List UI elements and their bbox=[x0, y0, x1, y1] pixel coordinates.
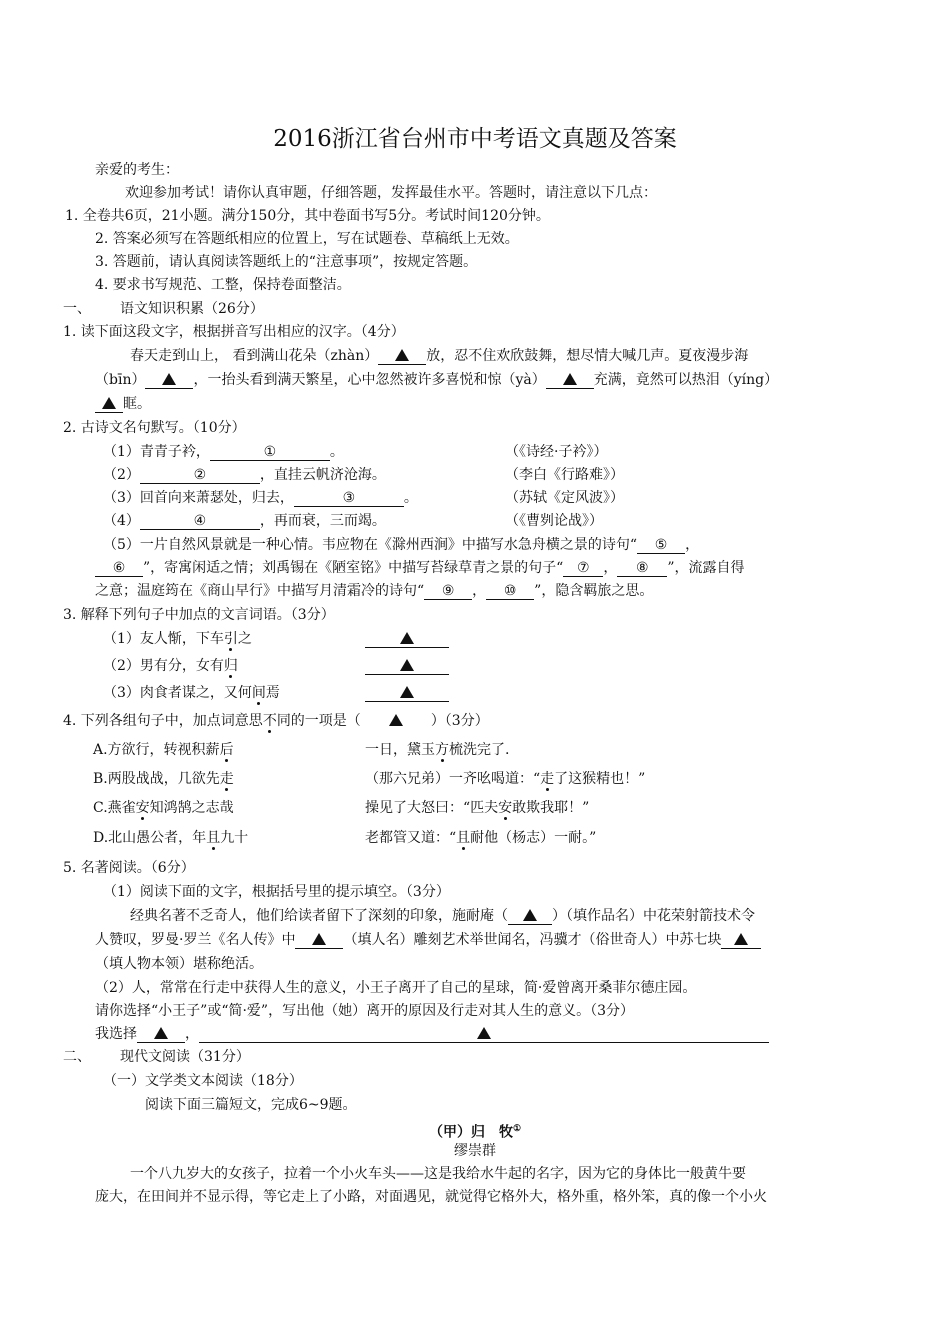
q3-blank-2[interactable] bbox=[365, 656, 449, 676]
triangle-icon bbox=[400, 659, 414, 671]
answer-blank[interactable] bbox=[365, 684, 449, 702]
note-2: 2. 答案必须写在答题纸相应的位置上，写在试题卷、草稿纸上无效。 bbox=[95, 231, 519, 247]
answer-blank[interactable] bbox=[721, 931, 761, 949]
q1-line-2: （bīn） ，一抬头看到满天繁星，心中忽然被许多喜悦和惊（yà） 充满，竟然可以热泪（yíng） bbox=[95, 372, 779, 388]
answer-blank[interactable]: ④ bbox=[140, 512, 260, 530]
q2-source-1: （《诗经·子衿》） bbox=[505, 444, 608, 460]
story-title: （甲）归 牧① bbox=[428, 1124, 522, 1141]
q4-option-d-right: 老都管又道：“且耐他（杨志）一耐。” bbox=[365, 830, 597, 846]
q5-sub-2: （2）人，常常在行走中获得人生的意义，小王子离开了自己的星球，简·爱曾离开桑菲尔德庄园。 bbox=[95, 980, 697, 996]
q4-option-d-left: D.北山愚公者，年且九十 bbox=[93, 830, 249, 846]
q4-option-c-right: 操见了大怒曰：“匹夫安敢欺我耶！” bbox=[365, 800, 590, 816]
dotted-word: 归 bbox=[223, 658, 238, 674]
answer-blank[interactable] bbox=[365, 657, 449, 675]
q2-item-5-line-2: ⑥ ”，寄寓闲适之情；刘禹锡在《陋室铭》中描写苔绿草青之景的句子“ ⑦ ， ⑧ ”，流露自得 bbox=[95, 558, 745, 578]
answer-blank[interactable]: ⑤ bbox=[637, 536, 685, 554]
q5-para-2: 人赞叹，罗曼·罗兰《名人传》中 （填人名）雕刻艺术举世闻名，冯骥才（俗世奇人）中苏七块 bbox=[95, 930, 761, 950]
answer-blank[interactable]: ⑦ bbox=[563, 559, 603, 577]
q4-option-b-left: B.两股战战，几欲先走 bbox=[93, 771, 234, 787]
q2-item-4: （4） ④ ，再而衰，三而竭。 bbox=[103, 513, 386, 529]
story-author: 缪崇群 bbox=[454, 1143, 496, 1159]
dotted-word: 方 bbox=[435, 742, 449, 758]
section-1-number: 一、 bbox=[63, 301, 91, 317]
q2-item-5-line-1: （5）一片自然风景就是一种心情。韦应物在《滁州西涧》中描写水急舟横之景的诗句“ ⑤ ， bbox=[103, 537, 700, 553]
section-1-heading: 语文知识积累（26分） bbox=[120, 301, 264, 317]
answer-blank[interactable]: ① bbox=[210, 443, 330, 461]
triangle-icon bbox=[395, 349, 409, 361]
answer-blank[interactable]: ⑧ bbox=[617, 559, 667, 577]
answer-blank[interactable] bbox=[546, 371, 594, 389]
answer-blank[interactable]: ② bbox=[140, 466, 260, 484]
dotted-word: 走 bbox=[219, 771, 234, 787]
q4-option-b-right: （那六兄弟）一齐吆喝道：“走了这猴精也！” bbox=[365, 771, 646, 787]
q5-para-1: 经典名著不乏奇人，他们给读者留下了深刻的印象，施耐庵（ ）（填作品名）中花荣射箭技术令 bbox=[130, 908, 755, 924]
answer-blank[interactable] bbox=[508, 907, 552, 925]
triangle-icon bbox=[400, 632, 414, 644]
q5-para-3: （填人物本领）堪称绝活。 bbox=[95, 956, 263, 972]
q3-item-1: （1）友人惭，下车引之 bbox=[103, 631, 252, 647]
story-para-line-1: 一个八九岁大的女孩子，拉着一个小火车头——这是我给水牛起的名字，因为它的身体比一般黄牛要 bbox=[130, 1166, 746, 1182]
note-3: 3. 答题前，请认真阅读答题纸上的“注意事项”，按规定答题。 bbox=[95, 254, 478, 270]
dotted-word: 后 bbox=[219, 742, 234, 758]
q2-source-4: （《曹刿论战》） bbox=[505, 513, 603, 529]
answer-line[interactable] bbox=[199, 1025, 769, 1043]
dotted-word: 不 bbox=[262, 713, 277, 729]
triangle-icon bbox=[563, 373, 577, 385]
q1-line-3: 眶。 bbox=[95, 394, 151, 414]
answer-blank[interactable] bbox=[295, 931, 343, 949]
triangle-icon bbox=[477, 1027, 491, 1039]
q2-item-5-line-3: 之意；温庭筠在《商山早行》中描写月清霜冷的诗句“ ⑨ ， ⑩ ”，隐含羁旅之思。 bbox=[95, 583, 654, 599]
q3-item-3: （3）肉食者谋之，又何间焉 bbox=[103, 685, 280, 701]
dotted-word: 走 bbox=[540, 771, 555, 787]
q1-stem: 1. 读下面这段文字，根据拼音写出相应的汉字。（4分） bbox=[63, 324, 405, 340]
footnote-mark: ① bbox=[512, 1124, 522, 1134]
q5-stem: 5. 名著阅读。（6分） bbox=[63, 860, 195, 876]
part-1-heading: （一）文学类文本阅读（18分） bbox=[103, 1073, 303, 1089]
triangle-icon bbox=[523, 909, 537, 921]
q3-item-2: （2）男有分，女有归 bbox=[103, 658, 238, 674]
answer-blank[interactable] bbox=[378, 347, 426, 365]
section-2-heading: 现代文阅读（31分） bbox=[120, 1049, 250, 1065]
answer-blank[interactable]: ⑨ bbox=[424, 582, 472, 600]
answer-blank[interactable]: ③ bbox=[294, 489, 404, 507]
q3-blank-3[interactable] bbox=[365, 683, 449, 703]
q4-stem: 4. 下列各组句子中，加点词意思不同的一项是（ ）（3分） bbox=[63, 713, 489, 729]
q4-option-c-left: C.燕雀安知鸿鹄之志哉 bbox=[93, 800, 234, 816]
answer-blank[interactable] bbox=[137, 1025, 185, 1043]
triangle-icon bbox=[162, 373, 176, 385]
q3-blank-1[interactable] bbox=[365, 629, 449, 649]
q5-para-5: 我选择 ， bbox=[95, 1024, 769, 1044]
page-title: 2016浙江省台州市中考语文真题及答案 bbox=[273, 126, 677, 152]
triangle-icon bbox=[734, 933, 748, 945]
q5-sub-1: （1）阅读下面的文字，根据括号里的提示填空。（3分） bbox=[103, 884, 450, 900]
q2-item-1: （1）青青子衿， ① 。 bbox=[103, 444, 344, 460]
answer-blank[interactable] bbox=[365, 630, 449, 648]
triangle-icon bbox=[312, 933, 326, 945]
triangle-icon bbox=[400, 686, 414, 698]
q5-para-4: 请你选择“小王子”或“简·爱”，写出他（她）离开的原因及行走对其人生的意义。（3分） bbox=[95, 1003, 634, 1019]
triangle-icon bbox=[389, 714, 403, 726]
welcome-text: 欢迎参加考试！请你认真审题，仔细答题，发挥最佳水平。答题时，请注意以下几点： bbox=[125, 185, 657, 201]
answer-slot[interactable] bbox=[361, 711, 431, 731]
triangle-icon bbox=[102, 397, 116, 409]
dotted-word: 间 bbox=[251, 685, 266, 701]
q2-stem: 2. 古诗文名句默写。（10分） bbox=[63, 420, 246, 436]
answer-blank[interactable]: ⑩ bbox=[486, 582, 534, 600]
dotted-word: 引 bbox=[223, 631, 238, 647]
note-4: 4. 要求书写规范、工整，保持卷面整洁。 bbox=[95, 277, 351, 293]
dotted-word: 且 bbox=[456, 830, 471, 846]
q2-source-3: （苏轼《定风波》） bbox=[505, 490, 624, 506]
triangle-icon bbox=[154, 1027, 168, 1039]
q3-stem: 3. 解释下列句子中加点的文言词语。（3分） bbox=[63, 607, 335, 623]
q4-option-a-left: A.方欲行，转视积薪后 bbox=[93, 742, 234, 758]
section-2-number: 二、 bbox=[63, 1049, 91, 1065]
dotted-word: 安 bbox=[135, 800, 150, 816]
greeting: 亲爱的考生： bbox=[95, 162, 179, 178]
q2-item-3: （3）回首向来萧瑟处，归去， ③ 。 bbox=[103, 490, 418, 506]
q4-option-a-right: 一日，黛玉方梳洗完了. bbox=[365, 742, 510, 758]
dotted-word: 且 bbox=[206, 830, 221, 846]
dotted-word: 安 bbox=[498, 800, 513, 816]
story-para-line-2: 庞大，在田间并不显示得，等它走上了小路，对面遇见，就觉得它格外大，格外重，格外笨，真的像一个小火 bbox=[95, 1189, 767, 1205]
q2-item-2: （2） ② ，直挂云帆济沧海。 bbox=[103, 467, 386, 483]
answer-blank[interactable]: ⑥ bbox=[95, 559, 143, 577]
q1-line-1: 春天走到山上， 看到满山花朵（zhàn） 放，忍不住欢欣鼓舞，想尽情大喊几声。夏夜漫步海 bbox=[130, 348, 749, 364]
note-1: 1. 全卷共6页，21小题。满分150分，其中卷面书写5分。考试时间120分钟。 bbox=[65, 208, 550, 224]
reading-instruction: 阅读下面三篇短文，完成6~9题。 bbox=[145, 1097, 357, 1113]
q2-source-2: （李白《行路难》） bbox=[505, 467, 624, 483]
answer-blank[interactable] bbox=[95, 395, 123, 413]
answer-blank[interactable] bbox=[145, 371, 193, 389]
